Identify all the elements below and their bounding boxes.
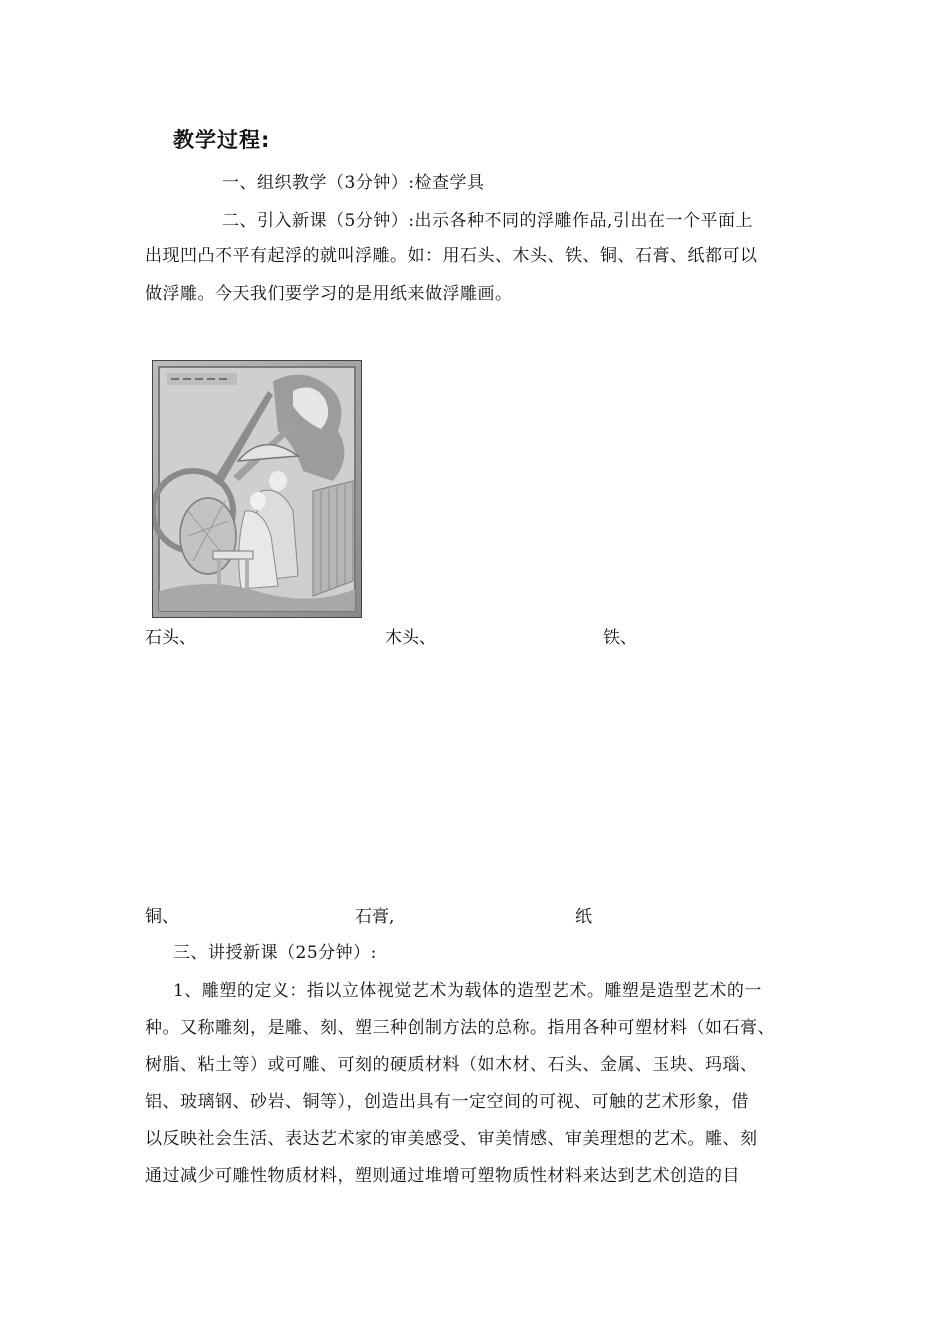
definition-line-1: 1、雕塑的定义：指以立体视觉艺术为载体的造型艺术。雕塑是造型艺术的一 xyxy=(173,981,762,1001)
section-2-line-1: 二、引入新课（5分钟）:出示各种不同的浮雕作品,引出在一个平面上 xyxy=(222,211,753,231)
stone-relief-illustration xyxy=(153,361,361,617)
section-2-line-3: 做浮雕。今天我们要学习的是用纸来做浮雕画。 xyxy=(145,284,513,304)
definition-line-5: 以反映社会生活、表达艺术家的审美感受、审美情感、审美理想的艺术。雕、刻 xyxy=(145,1129,758,1149)
definition-line-6: 通过减少可雕性物质材料，塑则通过堆增可塑物质性材料来达到艺术创造的目 xyxy=(145,1166,740,1186)
section-3-heading: 三、讲授新课（25分钟）: xyxy=(173,943,377,963)
section-2-line-2: 出现凹凸不平有起浮的就叫浮雕。如：用石头、木头、铁、铜、石膏、纸都可以 xyxy=(145,246,758,266)
definition-line-4: 铝、玻璃钢、砂岩、铜等），创造出具有一定空间的可视、可触的艺术形象，借 xyxy=(145,1092,749,1112)
definition-line-2: 种。又称雕刻，是雕、刻、塑三种创制方法的总称。指用各种可塑材料（如石膏、 xyxy=(145,1018,775,1038)
material-label-paper: 纸 xyxy=(575,907,592,927)
section-1-organize: 一、组织教学（3分钟）:检查学具 xyxy=(222,173,485,193)
page-title: 教学过程: xyxy=(173,128,271,152)
definition-line-3: 树脂、粘土等）或可雕、可刻的硬质材料（如木材、石头、金属、玉块、玛瑙、 xyxy=(145,1055,758,1075)
material-label-stone: 石头、 xyxy=(145,628,196,648)
material-label-copper: 铜、 xyxy=(145,907,179,927)
material-label-wood: 木头、 xyxy=(385,628,436,648)
stone-relief-photo xyxy=(152,360,362,618)
material-label-plaster: 石膏, xyxy=(355,907,395,927)
material-label-iron: 铁、 xyxy=(603,628,637,648)
